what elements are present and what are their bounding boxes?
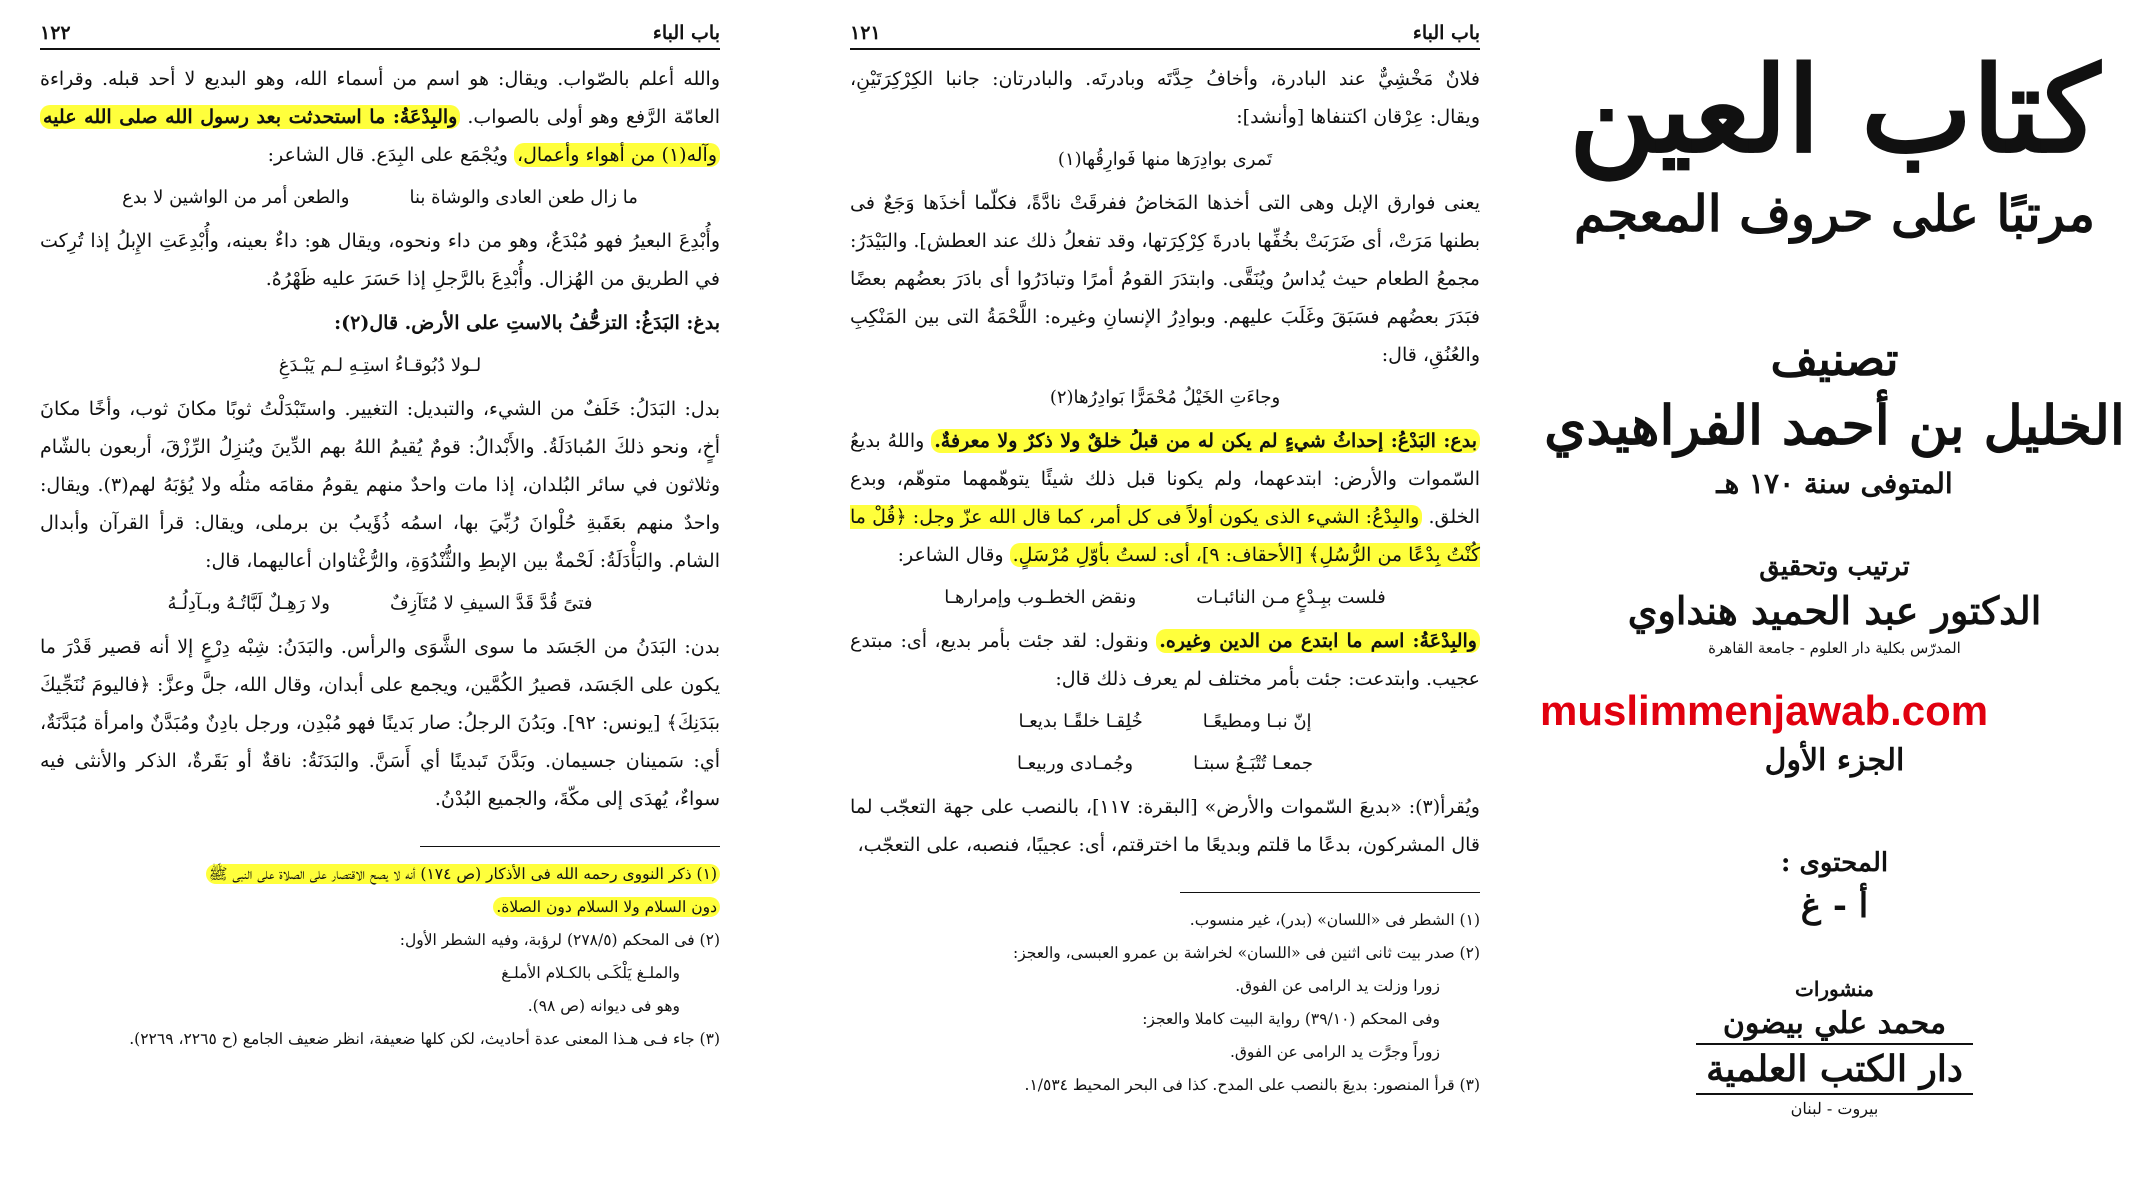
book-subtitle: مرتبًا على حروف المعجم [1573,184,2096,243]
verse: وجاءَتِ الخَيْلُ مُحْمَرًّا بَوادِرُها(٢) [1049,387,1281,408]
paragraph: وأُبْدِعَ البعيرُ فهو مُبْدَعٌ، وهو من داء ونحوه، ويقال هو: داءٌ بعينه، وأُبْدِعَتِ الإِبلُ إذا تُرِكت في الطريق من الهُزال. وأُبْدِعَ بالرَّجلِ إذا حَسَرَ عليه ظَهْرُهُ. [40,230,720,290]
title-page [1540,0,2129,1181]
footnote-rule [1180,892,1480,893]
volume-label: الجزء الأول [1764,743,1905,778]
footnote: زوراً وجرَّت يد الرامى عن الفوق. [1229,1043,1440,1061]
paragraph: والبِدْعَةُ: اسم ما ابتدع من الدين وغيره. ونقول: لقد جئت بأمر بديع، أى: مبتدع عجيب. وابتدعت: جئت بأمر مختلف لم يعرف ذلك قال: [850,630,1480,690]
highlight: وآله(١) من أهواء وأعمال، [514,143,720,167]
paragraph: ويُقرأ(٣): «بديعَ السّموات والأرض» [البقرة: ١١٧]، بالنصب على جهة التعجّب لما قال المشركون، بدعًا ما قلتم وبديعًا ما اخترقتم، أى: عجيبًا، فنصبه، على التعجّب، [850,796,1480,856]
highlight: بدع: البَدْعُ: إحداثُ شيءٍ لم يكن له من قبلُ خلقٌ ولا ذكرٌ ولا معرفةٌ. [931,429,1480,453]
footnote: (١) الشطر فى «اللسان» (بدر)، غير منسوب. [1189,911,1480,929]
publisher-person: محمد علي بيضون [1722,1006,1947,1041]
paragraph: والله أعلم بالصّواب. ويقال: هو اسم من أسماء الله، وهو البديع لا أحد قبله. وقراءة العامّة الرَّفع وهو أولى بالصواب. والبِدْعَةُ: ما استحدثت بعد رسول الله صلى الله عليه وآله(١) من أهواء وأعمال، ويُجْمَع على البِدَع. قال الشاعر: [40,68,720,166]
highlight: والبِدْعُ: الشيء الذى يكون أولاً فى كل أمر، كما قال الله عزّ وجل: ﴿قُلْ ما كُنْتُ بِدْعًا من الرُّسُلِ﴾ [الأحقاف: ٩]، أى: لستُ بأوّلِ مُرْسَلٍ. [850,506,1480,566]
footnotes [40,859,720,1054]
edit-label: ترتيب وتحقيق [1759,552,1910,582]
footnote-highlight: (١) ذكر النووى رحمه الله فى الأذكار (ص ١٧٤) أنه لا يصح الاقتصار على الصلاة على النبى ﷺ [206,864,720,884]
editor-affiliation: المدرّس بكلية دار العلوم - جامعة القاهرة [1708,639,1961,657]
author-name: الخليل بن أحمد الفراهيدي [1544,393,2125,457]
paragraph: فلانٌ مَخْشِيٌّ عند البادرة، وأخافُ حِدَّتَه وبادرتَه. والبادرتان: جانبا الكِرْكِرَتَيْنِ، ويقال: عِرْقان اكتنفاها [وأنشد]: [850,68,1480,128]
page-body [850,60,1480,864]
page-header [850,22,1480,44]
header-title: باب الباء [652,22,720,44]
page-122 [0,0,760,1181]
contents-range: أ - غ [1800,886,1869,926]
watermark-text: muslimmenjawab.com [1540,687,1989,734]
paragraph: بدع: البَدْعُ: إحداثُ شيءٍ لم يكن له من قبلُ خلقٌ ولا ذكرٌ ولا معرفةٌ. واللهُ بديعُ السّموات والأرض: ابتدعهما، ولم يكونا قبل ذلك شيئًا يتوهّمهما متوهّم، وبدع الخلق. والبِدْعُ: الشيء الذى يكون أولاً فى كل أمر، كما قال الله عزّ وجل: ﴿قُلْ ما كُنْتُ بِدْعًا من الرُّسُلِ﴾ [الأحقاف: ٩]، أى: لستُ بأوّلِ مُرْسَلٍ. وقال الشاعر: [850,430,1480,566]
author-death: المتوفى سنة ١٧٠ هـ [1716,467,1953,500]
footnote: زورا وزلت يد الرامى عن الفوق. [1235,977,1440,995]
highlight: والبِدْعَةُ: ما استحدثت بعد رسول الله صلى الله عليه [40,105,460,129]
header-rule [40,48,720,50]
paragraph: بدل: البَدَلُ: خَلَفٌ من الشيء، والتبديل: التغيير. واستَبْدَلْتُ ثوبًا مكانَ ثوب، وأخًا مكانَ أخٍ، ونحو ذلكَ المُبادَلَةُ. والأَبْدالُ: قومٌ يُقيمُ اللهُ بهم الدِّينَ ويُنزِلُ الرِّزْقَ، أربعون بالشّام وثلاثون في سائر البُلدان، إذا مات واحدٌ منهم يقومُ مقامَه مثلُه ولا يُؤبَهُ لهم(٣). ويقال: واحدٌ منهم بعَقَبةِ حُلْوانَ رُبِّيَ بها، اسمُه ذُؤَيبُ بن برملى، ويقال: قرأ القرآن وأبدال الشام. والبَأْدَلَةُ: لَحْمةٌ بين الإبطِ والثُّنْدُوَةِ، والرُّغْثاوان أعاليهما، قال: [40,398,720,572]
page-number: ١٢٢ [40,22,71,44]
footnote: وهو فى ديوانه (ص ٩٨). [527,997,680,1015]
page-number: ١٢١ [850,22,881,44]
page-body [40,60,720,818]
verse: فلست ببِـدْعٍ مـن النائبـات ونقض الخطـوب وإمرارهـا [944,587,1386,608]
verse: فتىً قُدَّ قَدَّ السيفِ لا مُتَآزِفٌ ولا رَهِـلٌ لَبَّاتُـهُ وبـآدِلُـهُ [167,593,593,614]
publisher-name: دار الكتب العلمية [1696,1043,1973,1095]
footnote: (٣) جاء فـى هـذا المعنى عدة أحاديث، لكن كلها ضعيفة، انظر ضعيف الجامع (ح ٢٢٦٥، ٢٢٦٩). [129,1030,720,1048]
footnote: (٣) قرأ المنصور: بديعَ بالنصب على المدح. كذا فى البحر المحيط ١/٥٣٤. [1024,1076,1480,1094]
paragraph: يعنى فوارق الإبل وهى التى أخذها المَخاضُ ففرقَتْ نادَّةً، فكلّما أخذَها وَجَعٌ فى بطنها مَرَتْ، أى ضَرَبَتْ بخُفِّها بادرةَ كِرْكِرَتها، وقد تفعلُ ذلك عند العطش]. والبَيْدَرُ: مجمعُ الطعام حيث يُداسُ ويُنَقَّى. وابتدَرَ القومُ أمرًا وتبادَرُوا أى بادَرَ بعضُهم بعضًا فبَدَرَ بعضُهم فسَبَقَ وغَلَبَ عليهم. وبوادِرُ الإنسانِ وغيره: اللَّحْمَةُ التى بين المَنْكِبِ والعُنُقِ، قال: [850,192,1480,366]
verse: ما زال طعن العادى والوشاة بنا والطعن أمر من الواشين لا بدع [122,187,638,208]
editor-name: الدكتور عبد الحميد هنداوي [1627,588,2042,633]
footnote: وفى المحكم (٣٩/١٠) رواية البيت كاملا والعجز: [1142,1010,1440,1028]
verse: إنّ نبـا ومطيعًـا خُلِقـا خلقًـا بديعـا [1018,711,1312,732]
footnotes [850,905,1480,1100]
verse: جمعـا تُتْبَـعُ سبتـا وجُمـادى وربيعـا [1017,753,1313,774]
footnote-rule [420,846,720,847]
paragraph: بدغ: البَدَغُ: التزحُّفُ بالاستِ على الأرض. قال(٢): [334,312,720,334]
book-title: كتاب العين [1569,40,2100,179]
page-header [40,22,720,44]
page-121 [820,0,1520,1181]
header-title: باب الباء [1412,22,1480,44]
footnote: (٢) صدر بيت ثانى اثنين فى «اللسان» لخراشة بن عمرو العبسى، والعجز: [1012,944,1480,962]
paragraph: بدن: البَدَنُ من الجَسَد ما سوى الشَّوَى والرأس. والبَدَنُ: شِبْه دِرْعٍ إلا أنه قصير قَدْرَ ما يكون على الجَسَد، قصيرُ الكُمَّين، ويجمع على أبدان، وقال الله، جلَّ وعزَّ: ﴿فاليومَ نُنَجِّيكَ ببَدَنِكَ﴾ [يونس: ٩٢]. وبَدُنَ الرجلُ: صار بَدينًا فهو مُبْدِن، ورجل بادِنٌ ومُبَدَّنٌ وامرأة مُبَدَّنَةٌ، أي: سَمينان جسيمان. وبَدَّنَ تَبدينًا أي أَسَنَّ. والبَدَنَةُ: ناقةٌ أو بَقَرةٌ، الذكر والأنثى فيه سواءٌ، يُهدَى إلى مكّةَ، والجميع البُدْنُ. [40,636,720,810]
verse: لـولا دُبُوقـاءُ استِـهِ لـم يَبْـدَغِ [278,355,482,376]
publisher-city: بيروت - لبنان [1790,1099,1879,1118]
footnote: والملـغ يَلْكَـى بالكـلام الأملـغ [501,964,680,982]
publisher-label: منشورات [1795,977,1874,1001]
verse: تَمرى بوادِرَها منها فَوارِقُها(١) [1057,149,1273,170]
highlight: والبِدْعَةُ: اسم ما ابتدع من الدين وغيره. [1156,629,1480,653]
contents-label: المحتوى : [1780,848,1889,878]
footnote: (٢) فى المحكم (٢٧٨/٥) لرؤبة، وفيه الشطر الأول: [399,931,720,949]
authored-label: تصنيف [1770,332,1899,386]
header-rule [850,48,1480,50]
footnote-highlight: دون السلام ولا السلام دون الصلاة. [493,897,720,917]
